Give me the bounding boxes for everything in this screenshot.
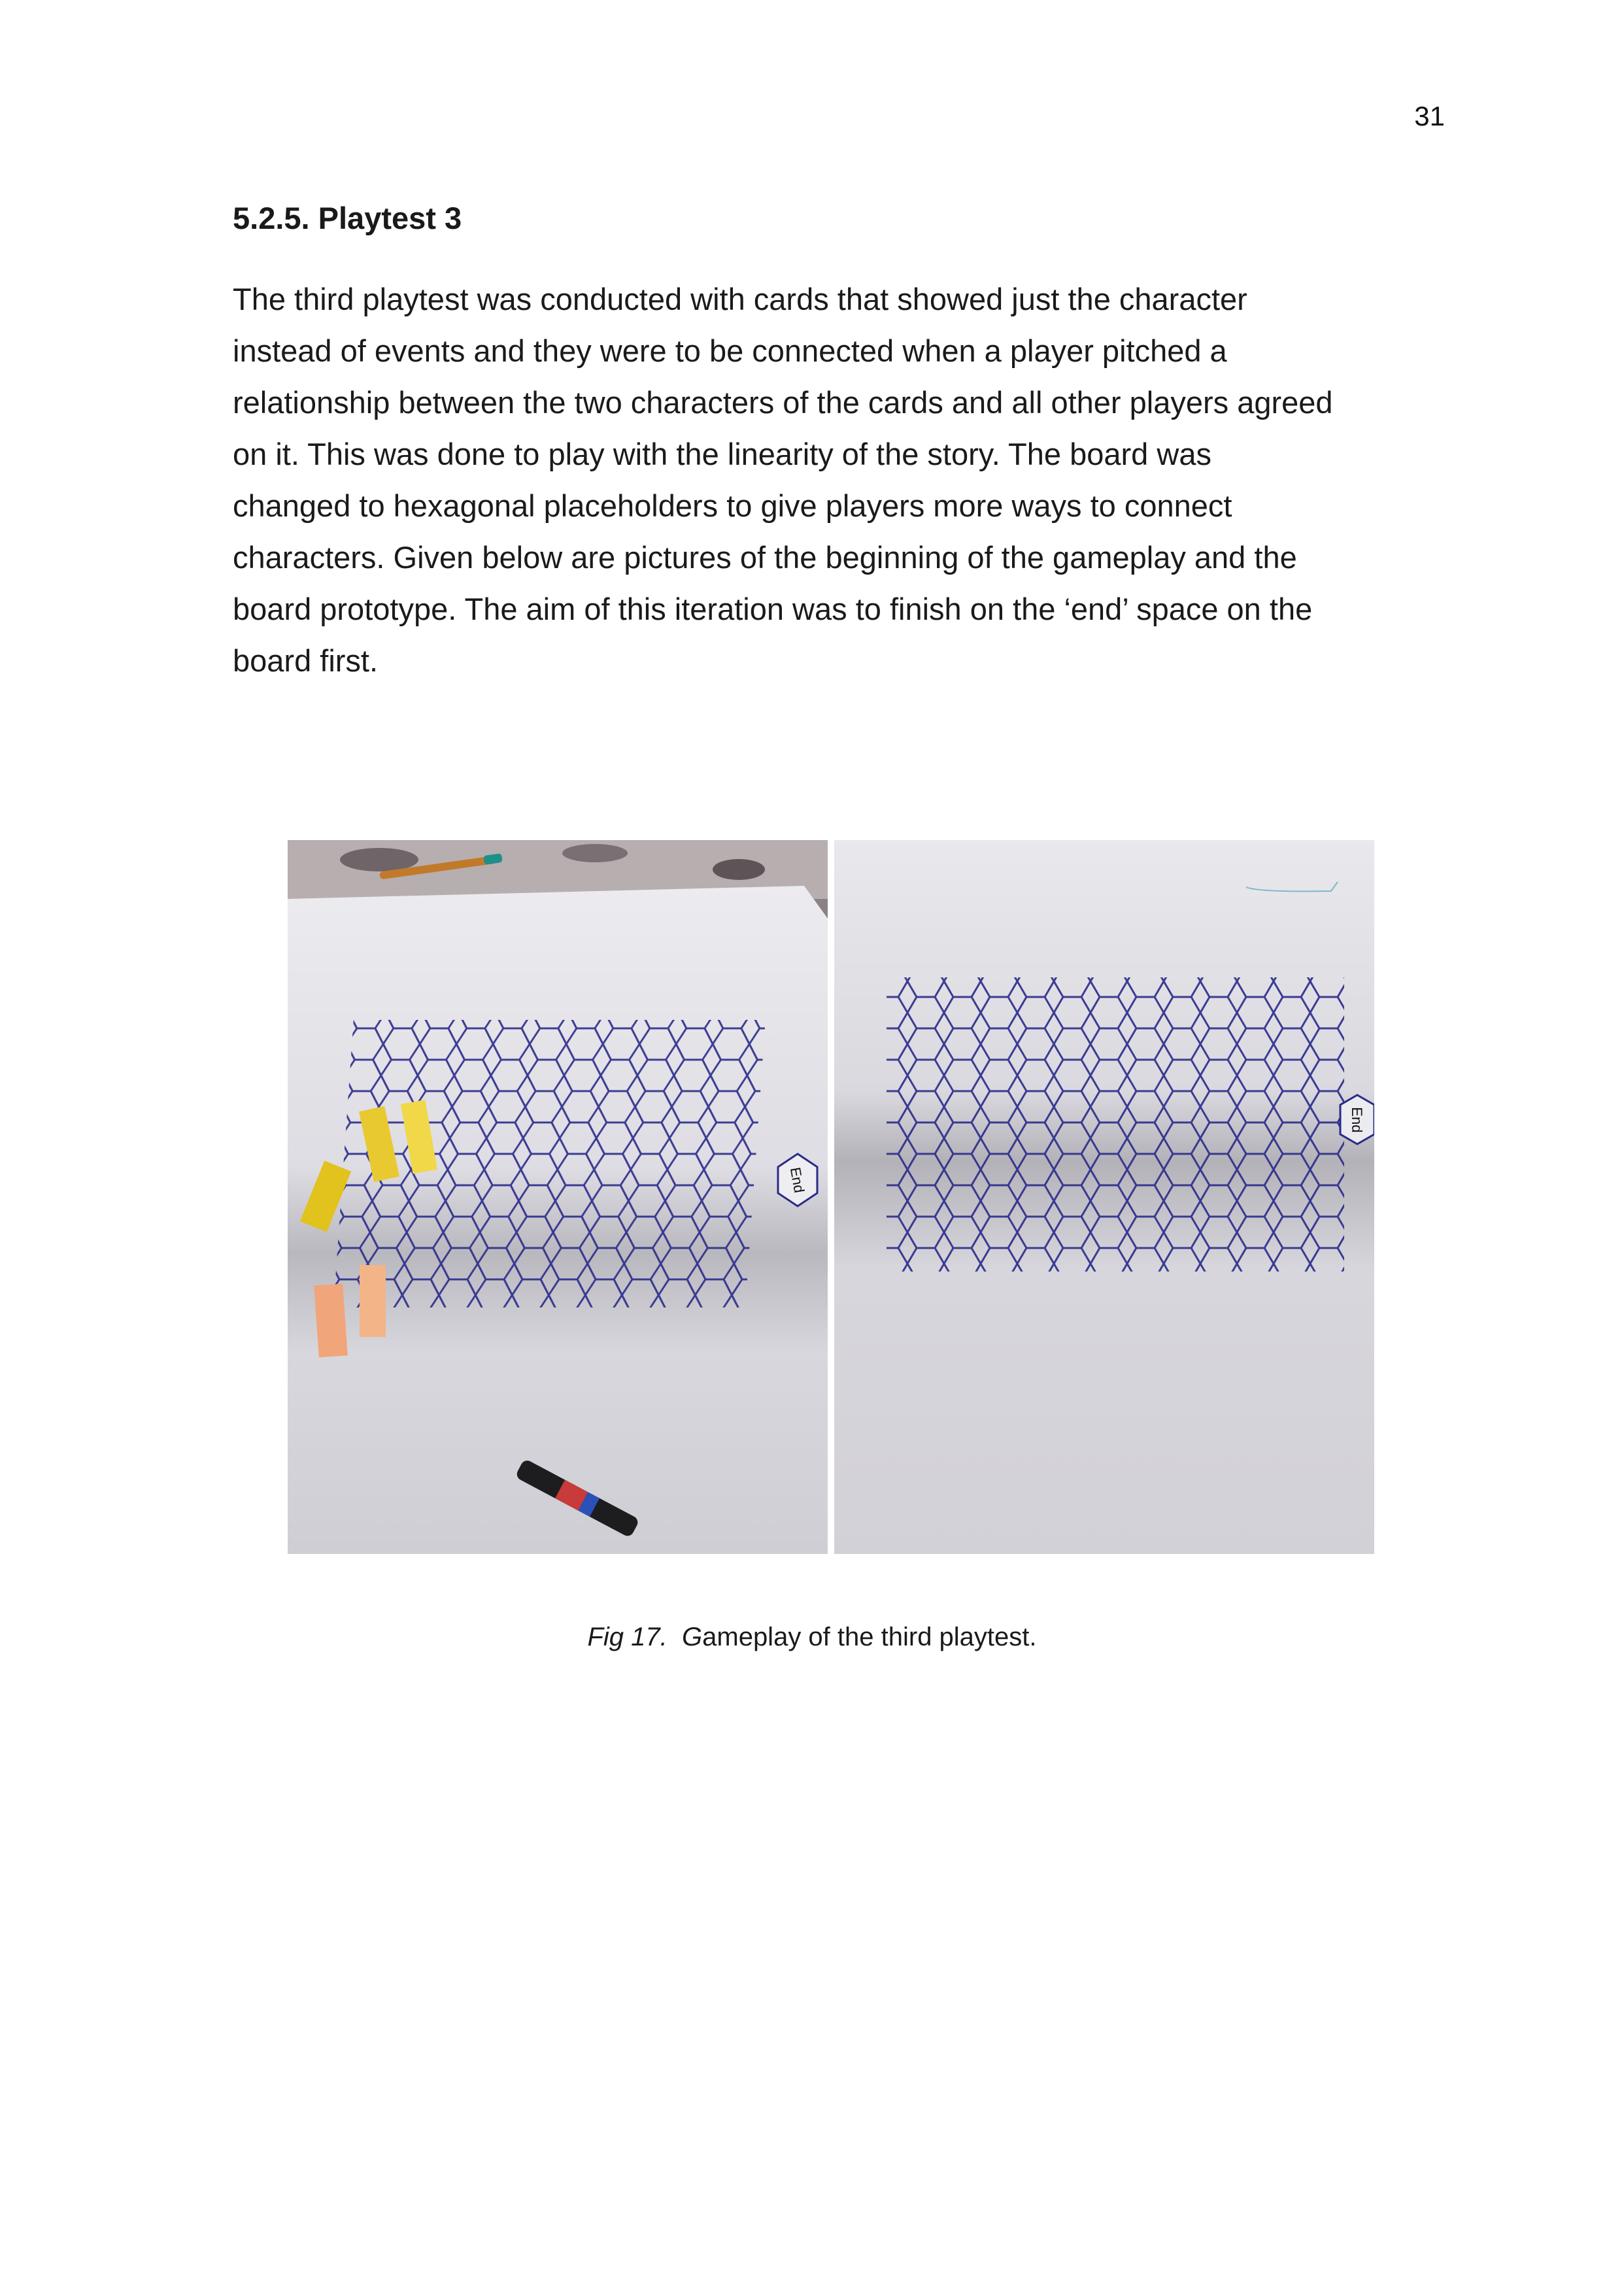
paragraph-line: relationship between the two characters of the cards and all other players agreed: [233, 385, 1333, 420]
board-prototype-photo: [834, 840, 1374, 1554]
end-space: [1340, 1095, 1374, 1144]
paragraph-line: instead of events and they were to be connected when a player pitched a: [233, 333, 1227, 368]
caption-initial: G: [682, 1623, 703, 1651]
gameplay-photo: [288, 840, 828, 1554]
paragraph-line: changed to hexagonal placeholders to give players more ways to connect: [233, 488, 1232, 523]
section-heading: 5.2.5. Playtest 3: [233, 201, 462, 235]
page-number: 31: [1414, 101, 1445, 131]
sticky-note: [314, 1284, 348, 1358]
figure-17: [288, 840, 1374, 1554]
end-label: End: [787, 1166, 808, 1194]
hex-board: [887, 977, 1344, 1272]
end-label: End: [1349, 1107, 1365, 1133]
paragraph-line: characters. Given below are pictures of the beginning of the gameplay and the: [233, 540, 1297, 575]
sticky-note: [360, 1265, 386, 1337]
figure-caption: [0, 1620, 1624, 1654]
paragraph-line: board first.: [233, 643, 379, 678]
paragraph-line: on it. This was done to play with the linearity of the story. The board was: [233, 437, 1211, 471]
paragraph-line: The third playtest was conducted with cards that showed just the character: [233, 282, 1247, 316]
caption-text: ameplay of the third playtest.: [702, 1623, 1037, 1651]
board-prototype-photo-image: [834, 840, 1374, 1554]
hex-board: [333, 1020, 766, 1307]
gameplay-photo-image: [288, 840, 828, 1554]
body-paragraph: [233, 273, 1475, 686]
caption-label: Fig 17.: [587, 1623, 668, 1651]
paragraph-line: board prototype. The aim of this iteration was to finish on the ‘end’ space on the: [233, 592, 1313, 626]
